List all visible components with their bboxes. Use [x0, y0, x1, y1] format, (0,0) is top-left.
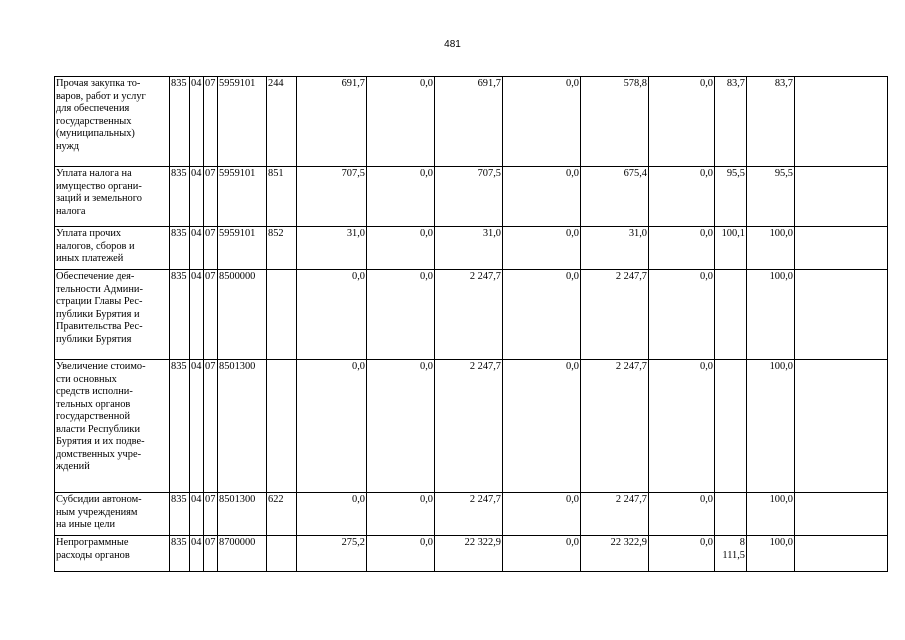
code-ved: 835: [170, 360, 190, 493]
value-col8: 100,0: [747, 360, 795, 493]
code-pr: 07: [204, 360, 218, 493]
code-csr: 8500000: [218, 270, 267, 360]
value-col7: [715, 270, 747, 360]
table-row: [55, 227, 888, 270]
code-ved: 835: [170, 167, 190, 227]
value-col7: 100,1: [715, 227, 747, 270]
code-csr: 5959101: [218, 227, 267, 270]
code-pr: 07: [204, 77, 218, 167]
value-col4: 0,0: [503, 227, 581, 270]
code-ved: 835: [170, 493, 190, 536]
value-col5: 2 247,7: [581, 360, 649, 493]
value-col3: 22 322,9: [435, 536, 503, 572]
value-col8: 100,0: [747, 536, 795, 572]
code-rz: 04: [190, 536, 204, 572]
value-col3: 2 247,7: [435, 270, 503, 360]
table-row: [55, 77, 888, 167]
code-rz: 04: [190, 360, 204, 493]
value-col8: 95,5: [747, 167, 795, 227]
value-col9: [795, 77, 888, 167]
code-vr: [267, 536, 297, 572]
row-name: Субсидии автоном- ным учреждениям на иные цели: [55, 493, 170, 536]
code-rz: 04: [190, 167, 204, 227]
code-ved: 835: [170, 227, 190, 270]
value-col1: 0,0: [297, 270, 367, 360]
code-rz: 04: [190, 77, 204, 167]
value-col4: 0,0: [503, 270, 581, 360]
value-col7: [715, 360, 747, 493]
value-col2: 0,0: [367, 360, 435, 493]
code-pr: 07: [204, 536, 218, 572]
value-col6: 0,0: [649, 360, 715, 493]
value-col1: 0,0: [297, 360, 367, 493]
value-col1: 691,7: [297, 77, 367, 167]
value-col1: 707,5: [297, 167, 367, 227]
row-name: Уплата прочих налогов, сборов и иных платежей: [55, 227, 170, 270]
page-number: 481: [444, 39, 461, 50]
row-name: Прочая закупка то- варов, работ и услуг для обеспечения государственных (муниципальных) нужд: [55, 77, 170, 167]
value-col6: 0,0: [649, 167, 715, 227]
code-vr: [267, 270, 297, 360]
value-col5: 2 247,7: [581, 493, 649, 536]
table-row: [55, 270, 888, 360]
code-ved: 835: [170, 77, 190, 167]
value-col3: 691,7: [435, 77, 503, 167]
code-rz: 04: [190, 227, 204, 270]
table-row: [55, 536, 888, 572]
value-col8: 100,0: [747, 227, 795, 270]
code-vr: 851: [267, 167, 297, 227]
code-pr: 07: [204, 493, 218, 536]
value-col6: 0,0: [649, 270, 715, 360]
value-col2: 0,0: [367, 167, 435, 227]
code-ved: 835: [170, 270, 190, 360]
value-col5: 22 322,9: [581, 536, 649, 572]
value-col5: 675,4: [581, 167, 649, 227]
value-col4: 0,0: [503, 493, 581, 536]
value-col2: 0,0: [367, 493, 435, 536]
code-csr: 5959101: [218, 77, 267, 167]
value-col9: [795, 270, 888, 360]
code-vr: 622: [267, 493, 297, 536]
value-col7: 95,5: [715, 167, 747, 227]
value-col5: 31,0: [581, 227, 649, 270]
code-vr: 852: [267, 227, 297, 270]
code-vr: [267, 360, 297, 493]
value-col8: 100,0: [747, 270, 795, 360]
value-col9: [795, 536, 888, 572]
value-col2: 0,0: [367, 77, 435, 167]
code-pr: 07: [204, 270, 218, 360]
value-col8: 83,7: [747, 77, 795, 167]
value-col3: 2 247,7: [435, 360, 503, 493]
code-csr: 8700000: [218, 536, 267, 572]
code-csr: 8501300: [218, 360, 267, 493]
value-col7: 83,7: [715, 77, 747, 167]
value-col7: [715, 493, 747, 536]
value-col6: 0,0: [649, 493, 715, 536]
value-col3: 2 247,7: [435, 493, 503, 536]
value-col6: 0,0: [649, 536, 715, 572]
code-pr: 07: [204, 227, 218, 270]
code-rz: 04: [190, 270, 204, 360]
row-name: Обеспечение дея- тельности Админи- страции Главы Рес- публики Бурятия и Правительства Рес- публики Бурятия: [55, 270, 170, 360]
value-col6: 0,0: [649, 77, 715, 167]
value-col6: 0,0: [649, 227, 715, 270]
table-row: [55, 167, 888, 227]
value-col9: [795, 227, 888, 270]
value-col1: 275,2: [297, 536, 367, 572]
value-col4: 0,0: [503, 536, 581, 572]
value-col4: 0,0: [503, 167, 581, 227]
table-row: [55, 493, 888, 536]
value-col9: [795, 493, 888, 536]
value-col9: [795, 360, 888, 493]
code-pr: 07: [204, 167, 218, 227]
value-col2: 0,0: [367, 536, 435, 572]
row-name: Увеличение стоимо- сти основных средств исполни- тельных органов государственной власти Республики Бурятия и их подве- домственных учре- ждений: [55, 360, 170, 493]
value-col9: [795, 167, 888, 227]
row-name: Уплата налога на имущество органи- заций и земельного налога: [55, 167, 170, 227]
value-col3: 707,5: [435, 167, 503, 227]
value-col5: 578,8: [581, 77, 649, 167]
code-ved: 835: [170, 536, 190, 572]
code-csr: 5959101: [218, 167, 267, 227]
row-name: Непрограммные расходы органов: [55, 536, 170, 572]
value-col8: 100,0: [747, 493, 795, 536]
value-col3: 31,0: [435, 227, 503, 270]
value-col2: 0,0: [367, 227, 435, 270]
value-col4: 0,0: [503, 77, 581, 167]
value-col2: 0,0: [367, 270, 435, 360]
table-body: [55, 77, 888, 572]
code-csr: 8501300: [218, 493, 267, 536]
value-col4: 0,0: [503, 360, 581, 493]
value-col1: 31,0: [297, 227, 367, 270]
value-col5: 2 247,7: [581, 270, 649, 360]
code-rz: 04: [190, 493, 204, 536]
code-vr: 244: [267, 77, 297, 167]
value-col7: 8 111,5: [715, 536, 747, 572]
value-col1: 0,0: [297, 493, 367, 536]
table-row: [55, 360, 888, 493]
budget-table: [54, 76, 888, 572]
